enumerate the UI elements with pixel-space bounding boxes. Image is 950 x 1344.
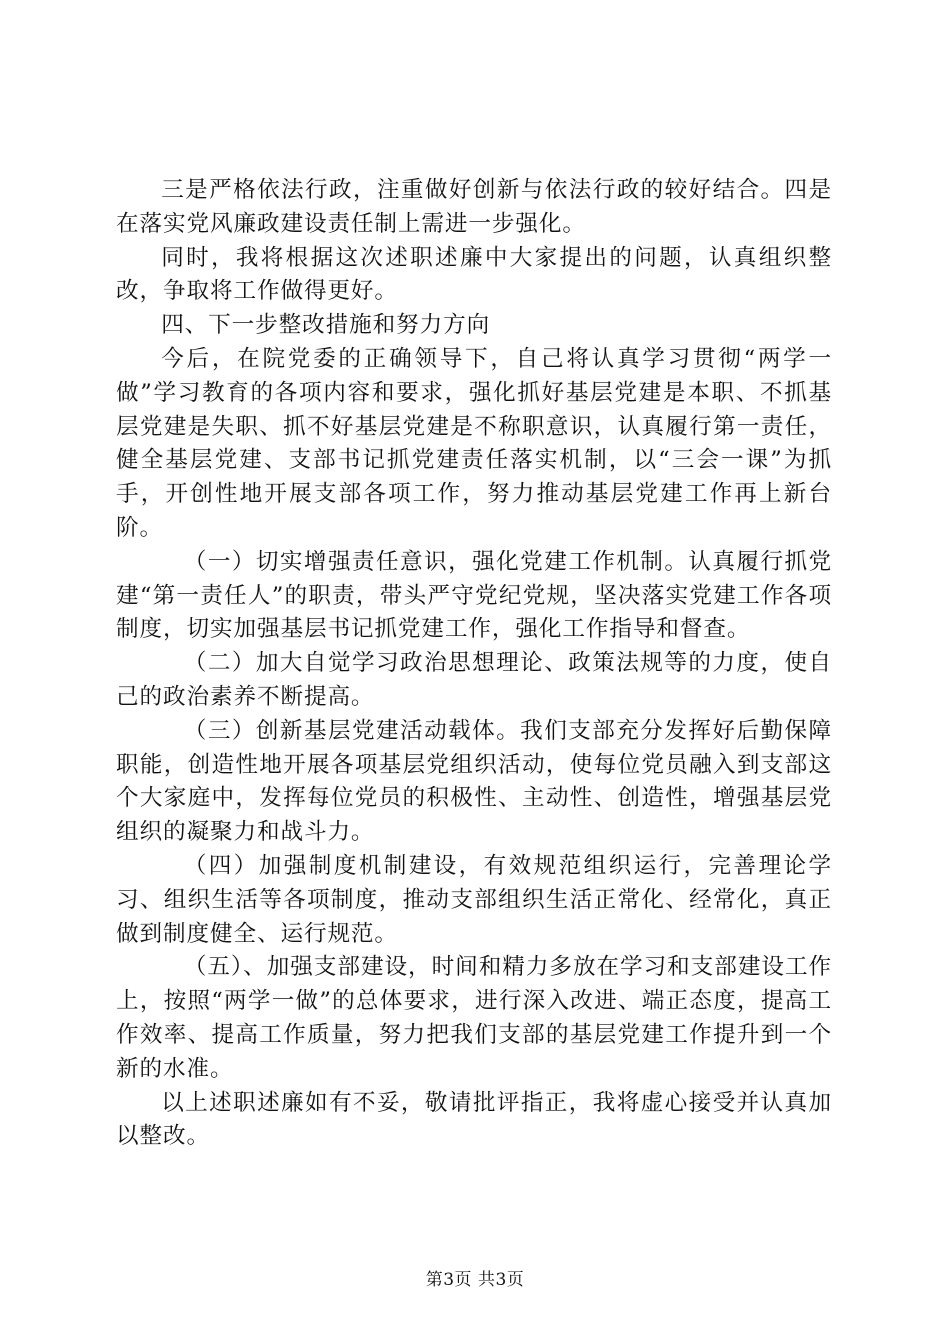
list-item-5: （五）、加强支部建设，时间和精力多放在学习和支部建设工作上，按照“两学一做”的总体要求，进行深入改进、端正态度，提高工作效率、提高工作质量，努力把我们支部的基层党建工作提升到一个新的水准。: [116, 954, 832, 1082]
paragraph-2: 同时，我将根据这次述职述廉中大家提出的问题，认真组织整改，争取将工作做得更好。: [116, 244, 832, 305]
section-heading: 四、下一步整改措施和努力方向: [161, 312, 491, 339]
document-body: [116, 174, 832, 1154]
closing-paragraph: 以上述职述廉如有不妥，敬请批评指正，我将虚心接受并认真加以整改。: [116, 1089, 832, 1150]
page-number-footer: 第3页 共3页: [425, 1270, 525, 1290]
paragraph-4: 今后，在院党委的正确领导下，自己将认真学习贯彻“两学一做”学习教育的各项内容和要求，强化抓好基层党建是本职、不抓基层党建是失职、抓不好基层党建是不称职意识，认真履行第一责任，健全基层党建、支部书记抓党建责任落实机制，以“三会一课”为抓手，开创性地开展支部各项工作，努力推动基层党建工作再上新台阶。: [116, 345, 832, 541]
list-item-2: （二）加大自觉学习政治思想理论、政策法规等的力度，使自己的政治素养不断提高。: [116, 650, 832, 710]
list-item-3: （三）创新基层党建活动载体。我们支部充分发挥好后勤保障职能，创造性地开展各项基层党组织活动，使每位党员融入到支部这个大家庭中，发挥每位党员的积极性、主动性、创造性，增强基层党组织的凝聚力和战斗力。: [116, 717, 832, 846]
list-item-4: （四）加强制度机制建设，有效规范组织运行，完善理论学习、组织生活等各项制度，推动支部组织生活正常化、经常化，真正做到制度健全、运行规范。: [116, 852, 832, 947]
list-item-1: （一）切实增强责任意识，强化党建工作机制。认真履行抓党建“第一责任人”的职责，带头严守党纪党规，坚决落实党建工作各项制度，切实加强基层书记抓党建工作，强化工作指导和督查。: [116, 548, 832, 643]
paragraph-1: 三是严格依法行政，注重做好创新与依法行政的较好结合。四是在落实党风廉政建设责任制上需进一步强化。: [116, 177, 832, 237]
